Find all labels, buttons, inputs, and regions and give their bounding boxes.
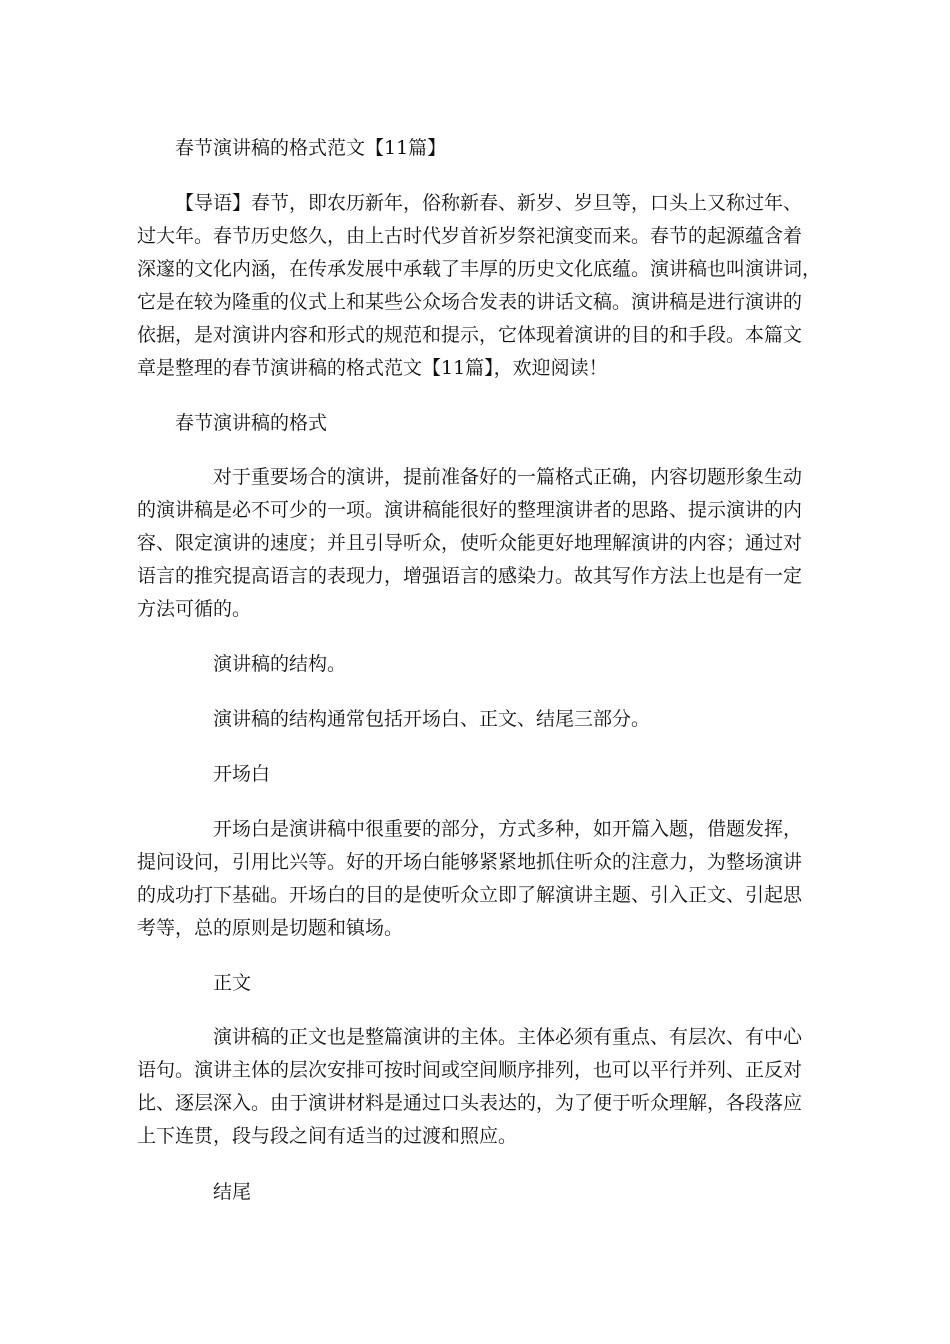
opening-line: 的成功打下基础。开场白的目的是使听众立即了解演讲主题、引入正文、引起思 (137, 884, 803, 906)
format-line: 语言的推究提高语言的表现力，增强语言的感染力。故其写作方法上也是有一定 (137, 565, 803, 587)
format-line: 的演讲稿是必不可少的一项。演讲稿能很好的整理演讲者的思路、提示演讲的内 (137, 499, 803, 521)
intro-line: 过大年。春节历史悠久，由上古时代岁首祈岁祭祀演变而来。春节的起源蕴含着 (137, 225, 803, 247)
intro-line: 它是在较为隆重的仪式上和某些公众场合发表的讲话文稿。演讲稿是进行演讲的 (137, 291, 803, 313)
format-line: 对于重要场合的演讲，提前准备好的一篇格式正确，内容切题形象生动 (213, 466, 803, 488)
ending-heading: 结尾 (213, 1181, 252, 1203)
format-line: 方法可循的。 (137, 598, 252, 620)
body-line: 语句。演讲主体的层次安排可按时间或空间顺序排列，也可以平行并列、正反对 (137, 1059, 803, 1081)
structure-heading: 演讲稿的结构。 (213, 653, 347, 675)
body-heading: 正文 (213, 972, 252, 994)
intro-line: 章是整理的春节演讲稿的格式范文【11篇】，欢迎阅读！ (137, 357, 608, 379)
opening-line: 开场白是演讲稿中很重要的部分，方式多种，如开篇入题，借题发挥， (213, 818, 803, 840)
body-line: 比、逐层深入。由于演讲材料是通过口头表达的，为了便于听众理解，各段落应 (137, 1092, 803, 1114)
format-line: 容、限定演讲的速度；并且引导听众，使听众能更好地理解演讲的内容；通过对 (137, 532, 803, 554)
intro-line: 深邃的文化内涵，在传承发展中承载了丰厚的历史文化底蕴。演讲稿也叫演讲词， (137, 258, 822, 280)
section-heading: 春节演讲稿的格式 (175, 412, 328, 434)
structure-text: 演讲稿的结构通常包括开场白、正文、结尾三部分。 (213, 708, 651, 730)
document-title: 春节演讲稿的格式范文【11篇】 (175, 137, 447, 159)
opening-line: 提问设问，引用比兴等。好的开场白能够紧紧地抓住听众的注意力，为整场演讲 (137, 851, 803, 873)
body-line: 演讲稿的正文也是整篇演讲的主体。主体必须有重点、有层次、有中心 (213, 1026, 803, 1048)
opening-line: 考等，总的原则是切题和镇场。 (137, 917, 404, 939)
opening-heading: 开场白 (213, 763, 271, 785)
intro-line: 依据，是对演讲内容和形式的规范和提示，它体现着演讲的目的和手段。本篇文 (137, 324, 803, 346)
body-line: 上下连贯，段与段之间有适当的过渡和照应。 (137, 1125, 518, 1147)
intro-line: 【导语】春节，即农历新年，俗称新春、新岁、岁旦等，口头上又称过年、 (175, 192, 803, 214)
